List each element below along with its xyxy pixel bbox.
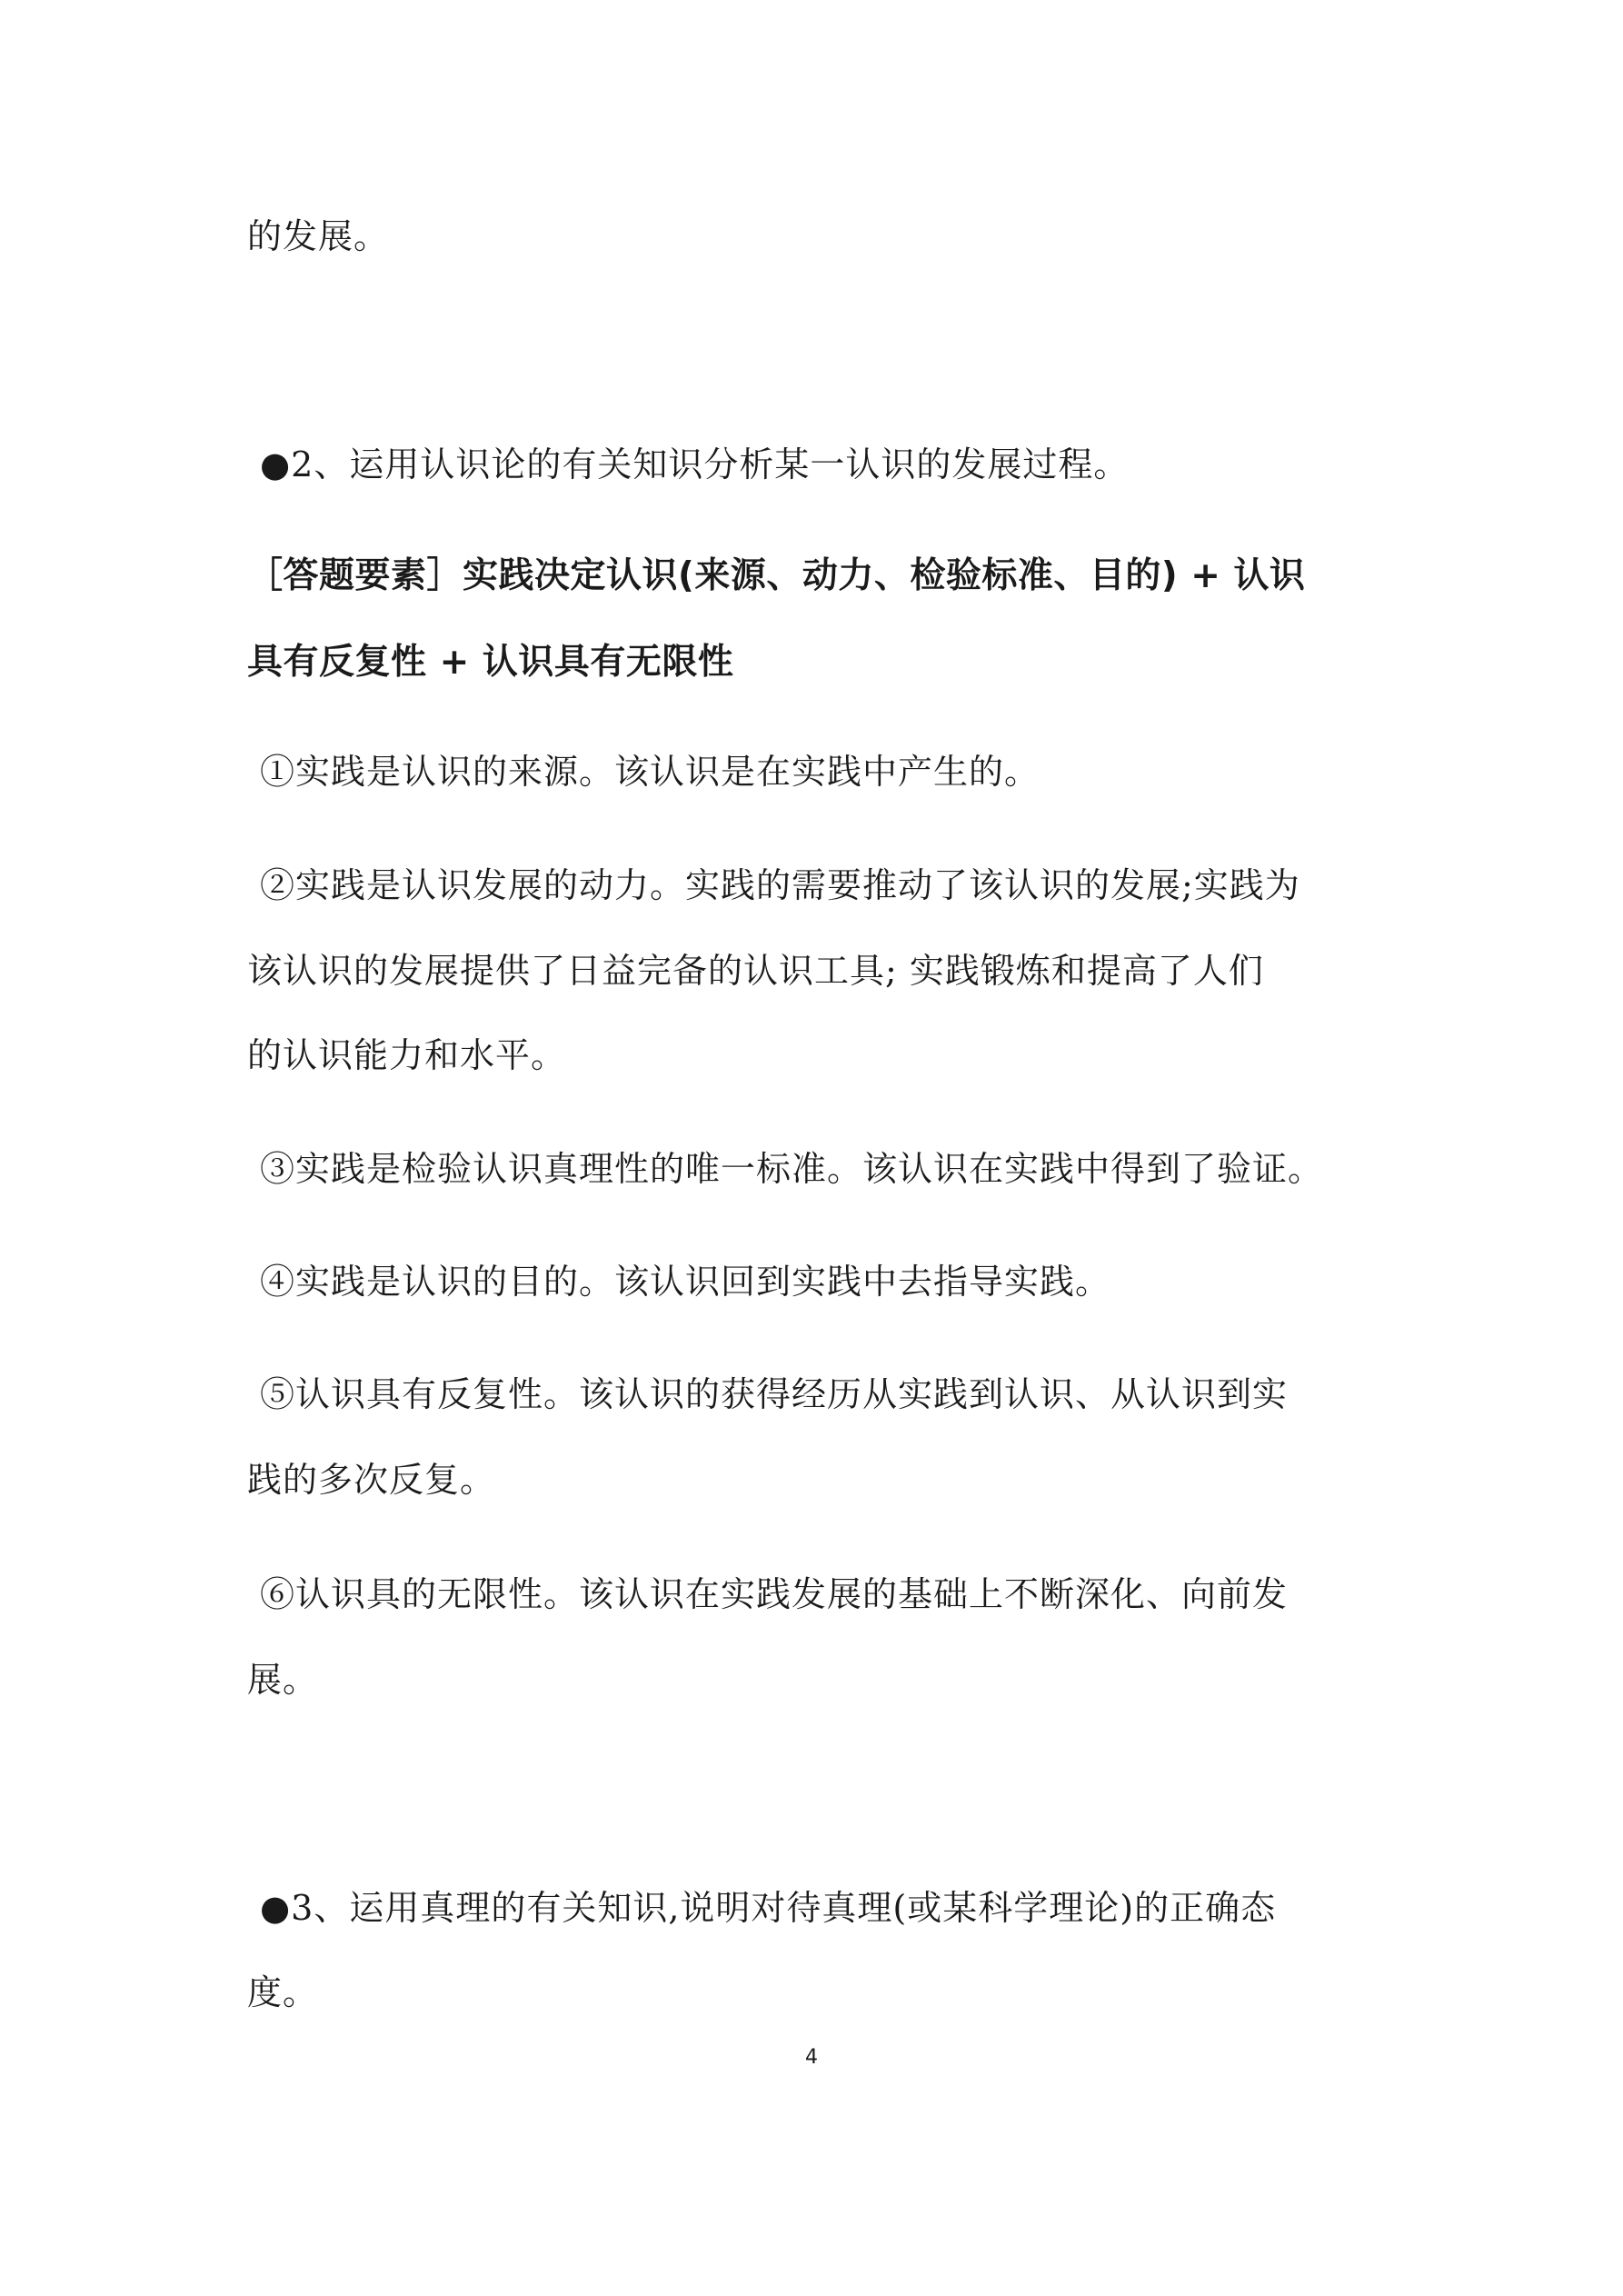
point-2-line-3: 的认识能力和水平。 (247, 1035, 567, 1075)
point-1: ①实践是认识的来源。该认识是在实践中产生的。 (260, 752, 1041, 792)
point-2-line-2: 该认识的发展提供了日益完备的认识工具; 实践锻炼和提高了人们 (247, 951, 1264, 991)
question-3-heading-line-2: 度。 (247, 1972, 319, 2012)
page-number: 4 (805, 2046, 818, 2069)
point-2-line-1: ②实践是认识发展的动力。实践的需要推动了该认识的发展;实践为 (260, 865, 1300, 905)
question-3-heading-line-1: ●3、运用真理的有关知识,说明对待真理(或某科学理论)的正确态 (260, 1888, 1277, 1928)
point-5-line-2: 践的多次反复。 (247, 1460, 496, 1500)
point-6-line-1: ⑥认识具的无限性。该认识在实践发展的基础上不断深化、向前发 (260, 1574, 1289, 1614)
point-5-line-1: ⑤认识具有反复性。该认识的获得经历从实践到认识、从认识到实 (260, 1374, 1289, 1414)
answer-elements-line-2: 具有反复性 + 认识具有无限性 (247, 642, 734, 683)
point-6-line-2: 展。 (247, 1660, 319, 1700)
point-3: ③实践是检验认识真理性的唯一标准。该认识在实践中得到了验证。 (260, 1149, 1324, 1189)
point-4: ④实践是认识的目的。该认识回到实践中去指导实践。 (260, 1262, 1111, 1302)
question-2-heading: ●2、运用认识论的有关知识分析某一认识的发展过程。 (260, 444, 1130, 484)
text-line-continuation: 的发展。 (247, 216, 390, 256)
answer-elements-line-1: ［答题要素］实践决定认识(来源、动力、检验标准、目的) + 认识 (247, 555, 1306, 596)
